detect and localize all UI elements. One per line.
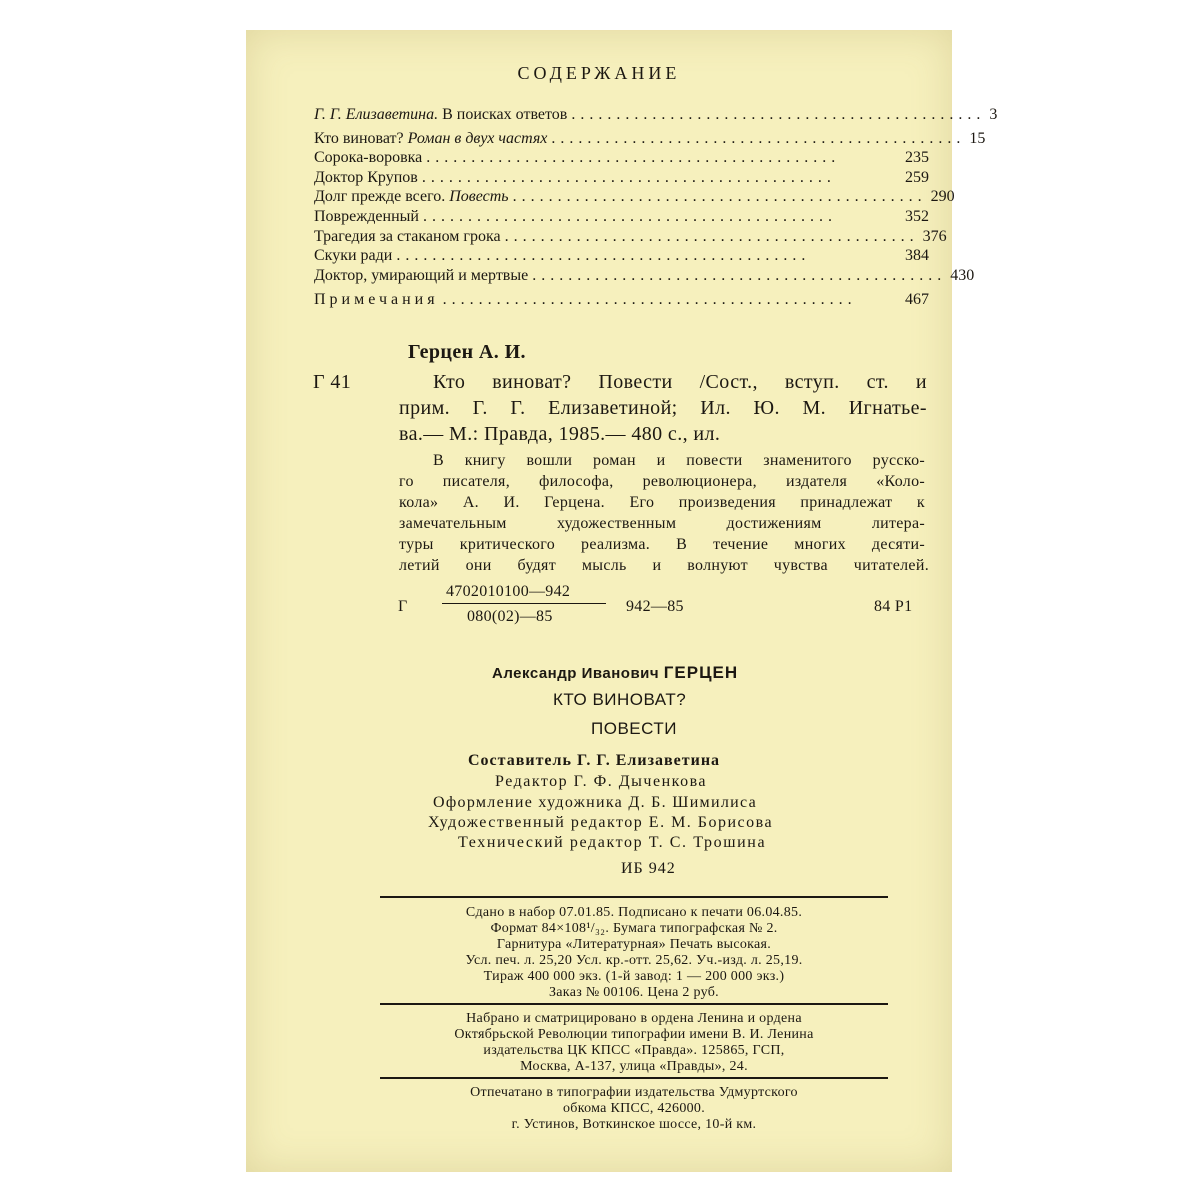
toc-entry-title: Доктор, умирающий и мертвые xyxy=(314,267,529,284)
annotation-line: кола» А. И. Герцена. Его произведения принадлежат к xyxy=(399,494,925,511)
toc-entry xyxy=(314,188,955,208)
imprint-art-editor: Художественный редактор Е. М. Борисова xyxy=(428,814,774,831)
catalog-author: Герцен А. И. xyxy=(408,341,526,363)
toc-entry xyxy=(314,267,975,287)
imprint-design: Оформление художника Д. Б. Шимилиса xyxy=(433,794,757,811)
typeset-info-line: издательства ЦК КПСС «Правда». 125865, ГСП, xyxy=(483,1043,785,1058)
print-info-line: Формат 84×108¹/₃₂. Бумага типографская № 2. xyxy=(490,921,778,936)
catalog-code: Г 41 xyxy=(313,371,352,393)
toc-entry-author: Г. Г. Елизаветина. xyxy=(314,106,439,123)
typeset-info-line: Октябрьской Революции типографии имени В. И. Ленина xyxy=(454,1027,814,1042)
toc-entry-title: Доктор Крупов xyxy=(314,169,418,186)
toc-leader: .............................................. xyxy=(504,228,919,245)
annotation-line: замечательным художественным достижениям литера- xyxy=(399,515,925,532)
toc-leader: .............................................. xyxy=(396,247,811,264)
toc-entry xyxy=(314,169,929,189)
imprint-tech-editor: Технический редактор Т. С. Трошина xyxy=(458,834,767,851)
print-info-line: Заказ № 00106. Цена 2 руб. xyxy=(548,985,719,1000)
print-info-line: Тираж 400 000 экз. (1-й завод: 1 — 200 000 экз.) xyxy=(483,969,785,984)
annotation-line: летий они будят мысль и волнуют чувства читателей. xyxy=(399,557,929,574)
toc-entry-page: 259 xyxy=(905,169,929,186)
index-number: 942—85 xyxy=(626,598,684,615)
toc-entry-title: Кто виноват? xyxy=(314,130,404,147)
toc-leader: .............................................. xyxy=(551,130,966,147)
typeset-info-line: Набрано и сматрицировано в ордена Ленина и ордена xyxy=(466,1011,802,1026)
print-info-line: Сдано в набор 07.01.85. Подписано к печати 06.04.85. xyxy=(465,905,803,920)
toc-entry-page: 15 xyxy=(969,130,986,147)
toc-leader: .............................................. xyxy=(512,188,927,205)
catalog-desc-line: Кто виноват? Повести /Сост., вступ. ст. и xyxy=(433,371,927,393)
toc-entry-title: Трагедия за стаканом грока xyxy=(314,228,501,245)
toc-entry-title: Долг прежде всего. xyxy=(314,188,446,205)
imprint-editor: Редактор Г. Ф. Дыченкова xyxy=(495,773,708,790)
imprint-book-title: КТО ВИНОВАТ? xyxy=(553,690,687,709)
imprint-genre: ПОВЕСТИ xyxy=(591,719,677,738)
toc-entry-subtitle: Повесть xyxy=(449,188,509,205)
typeset-info-line: Москва, А-137, улица «Правды», 24. xyxy=(520,1059,748,1074)
catalog-desc-line: ва.— М.: Правда, 1985.— 480 с., ил. xyxy=(399,423,721,445)
printed-info-line: обкома КПСС, 426000. xyxy=(562,1101,706,1116)
toc-leader: .............................................. xyxy=(532,267,947,284)
toc-entry-subtitle: Роман в двух частях xyxy=(407,130,548,147)
toc-entry-title: Примечания xyxy=(314,291,439,308)
toc-entry-page: 384 xyxy=(905,247,929,264)
toc-entry xyxy=(314,208,929,228)
catalog-desc-line: прим. Г. Г. Елизаветиной; Ил. Ю. М. Игнатье- xyxy=(399,397,927,419)
imprint-author xyxy=(492,663,738,683)
toc-entry xyxy=(314,228,947,248)
fraction-line xyxy=(442,603,606,604)
toc-entry-page: 352 xyxy=(905,208,929,225)
toc-entry-title: Поврежденный xyxy=(314,208,419,225)
toc-entry xyxy=(314,106,998,126)
toc-entry xyxy=(314,149,929,169)
index-letter: Г xyxy=(398,598,408,615)
toc-entry xyxy=(314,247,929,267)
toc-leader: .............................................. xyxy=(571,106,986,123)
annotation-line: В книгу вошли роман и повести знаменитого русско- xyxy=(433,452,925,469)
imprint-compiler: Составитель Г. Г. Елизаветина xyxy=(468,752,721,769)
toc-entry-title: В поисках ответов xyxy=(442,106,568,123)
toc-entry xyxy=(314,291,929,311)
annotation-line: туры критического реализма. В течение многих десяти- xyxy=(399,536,925,553)
toc-entry-page: 290 xyxy=(930,188,955,205)
toc-entry-page: 376 xyxy=(922,228,947,245)
toc-entry xyxy=(314,130,986,150)
print-info-line: Усл. печ. л. 25,20 Усл. кр.-отт. 25,62. Уч.-изд. л. 25,19. xyxy=(465,953,803,968)
toc-entry-page: 430 xyxy=(950,267,975,284)
index-denominator: 080(02)—85 xyxy=(467,608,553,625)
toc-leader: .............................................. xyxy=(422,208,837,225)
bbk-code: 84 Р1 xyxy=(874,598,913,615)
toc-leader: .............................................. xyxy=(421,169,836,186)
printed-info-line: г. Устинов, Воткинское шоссе, 10-й км. xyxy=(511,1117,757,1132)
toc-entry-title: Сорока-воровка xyxy=(314,149,423,166)
print-info-line: Гарнитура «Литературная» Печать высокая. xyxy=(496,937,772,952)
imprint-author-first: Александр Иванович xyxy=(492,665,660,682)
printed-info-line: Отпечатано в типографии издательства Удмуртского xyxy=(470,1085,798,1100)
imprint-author-last: ГЕРЦЕН xyxy=(663,663,739,682)
toc-leader: .............................................. xyxy=(426,149,841,166)
divider-rule xyxy=(380,1003,888,1005)
divider-rule xyxy=(380,896,888,898)
book-page xyxy=(246,30,998,1172)
toc-entry-page: 467 xyxy=(905,291,929,308)
toc-leader: .............................................. xyxy=(442,291,857,308)
imprint-ib: ИБ 942 xyxy=(621,860,676,877)
toc-entry-page: 3 xyxy=(989,106,998,123)
annotation-line: го писателя, философа, революционера, издателя «Коло- xyxy=(399,473,925,490)
divider-rule xyxy=(380,1077,888,1079)
toc-entry-page: 235 xyxy=(905,149,929,166)
toc-entry-title: Скуки ради xyxy=(314,247,393,264)
toc-title: СОДЕРЖАНИЕ xyxy=(517,63,681,83)
index-numerator: 4702010100—942 xyxy=(446,583,571,600)
